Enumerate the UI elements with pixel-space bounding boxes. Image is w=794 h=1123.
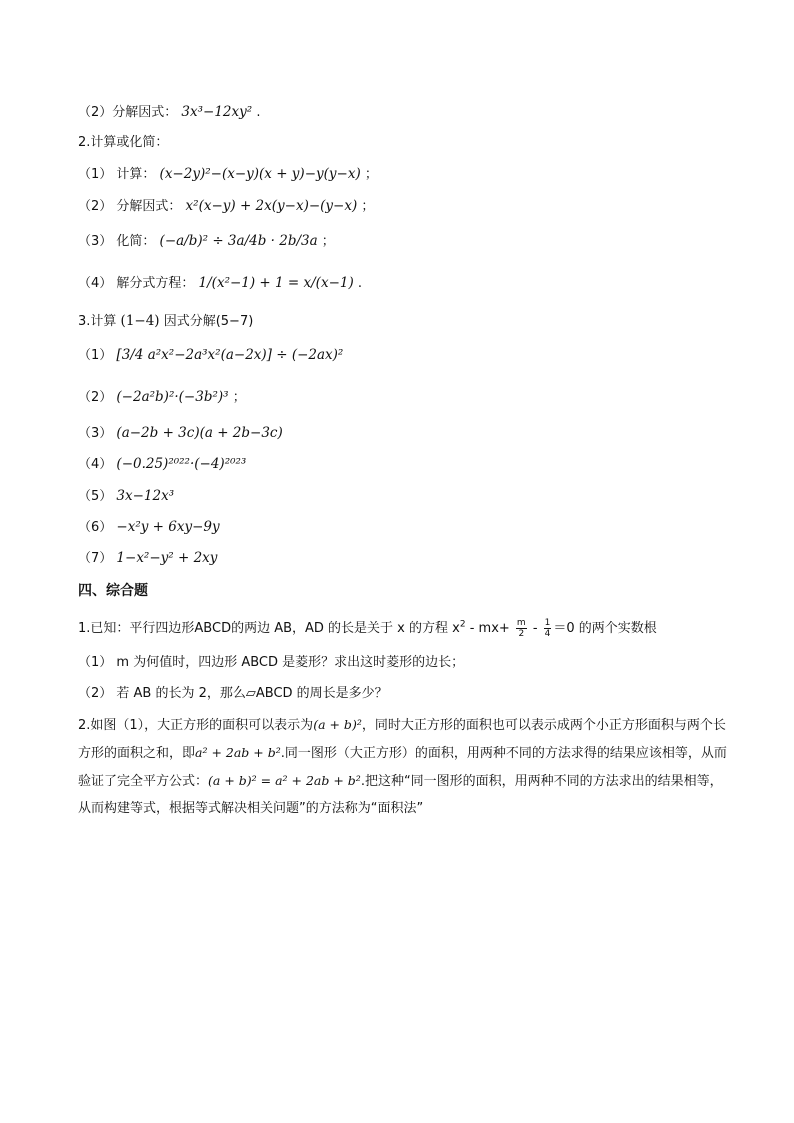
- fraction: [544, 618, 552, 639]
- paragraph-text: .同一图形（大正方形）的面积，用两种不同的方法求得的结果应该相等，从而验证了完全平方公式：: [78, 746, 727, 789]
- problem-label: （1）: [78, 348, 113, 363]
- problem-label: （7）: [78, 551, 113, 566]
- math-expression: 3x−12x³: [116, 488, 175, 504]
- fraction-denominator: 2: [518, 629, 525, 639]
- problem-tail: .: [256, 105, 261, 120]
- problem-line: [78, 347, 343, 365]
- problem-label: （6）: [78, 520, 113, 535]
- problem-label: （4）: [78, 457, 113, 472]
- problem-label: （2）分解因式：: [78, 105, 178, 120]
- stem-text: 1.已知：平行四边形ABCD的两边 AB，AD 的长是关于 x 的方程 x: [78, 621, 460, 636]
- question-1-sub-2: （2） 若 AB 的长为 2，那么▱ABCD 的周长是多少？: [78, 686, 388, 701]
- math-expression: a² + 2ab + b²: [195, 745, 281, 760]
- stem-text: - mx+: [465, 621, 514, 636]
- problem-tail: ；: [361, 199, 375, 214]
- problem-line: [78, 313, 253, 331]
- problem-line: [78, 488, 174, 506]
- fraction-denominator: 4: [544, 629, 551, 639]
- problem-line: [78, 550, 217, 568]
- problem-line: [78, 233, 335, 251]
- paragraph-text: 2.如图（1），大正方形的面积可以表示为: [78, 718, 314, 733]
- paragraph-text: ，同时大正方形的面积也可以表示成两个小正方形面积与两个长方形的面积之和，即: [78, 718, 726, 761]
- problem-label: （2）: [78, 390, 117, 405]
- math-expression: (a + b)² = a² + 2ab + b²: [208, 773, 361, 788]
- math-expression: 1/(x²−1) + 1 = x/(x−1): [198, 275, 354, 291]
- problem-label: 3.计算: [78, 314, 121, 329]
- problem-line: [78, 456, 246, 474]
- problem-line: [78, 519, 220, 537]
- math-expression: (−2a²b)²·(−3b²)³: [116, 389, 229, 405]
- question-2-paragraph: [78, 711, 728, 822]
- math-expression: 3x³−12xy²: [181, 104, 253, 120]
- problem-label: 2.计算或化简：: [78, 135, 169, 150]
- problem-label: （3）: [78, 426, 113, 441]
- math-expression: (x−2y)²−(x−y)(x + y)−y(y−x): [159, 166, 361, 182]
- section-heading: 四、综合题: [78, 583, 148, 599]
- problem-line: [78, 425, 283, 443]
- problem-label: （2） 分解因式：: [78, 199, 182, 214]
- problem-tail: ；: [232, 390, 246, 405]
- problem-label: （1） 计算：: [78, 167, 156, 182]
- paragraph-text: .把这种“同一图形的面积，用两种不同的方法求出的结果相等，从而构建等式，根据等式解决相关问题”的方法称为“面积法”: [78, 774, 723, 816]
- math-expression: (1−4): [120, 313, 160, 329]
- problem-line: [78, 135, 168, 152]
- math-expression: 1−x²−y² + 2xy: [116, 550, 218, 566]
- problem-tail: ；: [364, 167, 378, 182]
- problem-label: （3） 化简：: [78, 234, 156, 249]
- problem-tail: 因式分解(5−7): [163, 314, 254, 329]
- problem-line: [78, 198, 374, 216]
- fraction-numerator: m: [516, 618, 526, 628]
- stem-text: ＝0 的两个实数根: [553, 621, 657, 636]
- question-1-stem: [78, 618, 657, 639]
- math-expression: (−0.25)²⁰²²·(−4)²⁰²³: [116, 456, 247, 472]
- problem-tail: ；: [321, 234, 335, 249]
- math-expression: (−a/b)² ÷ 3a/4b · 2b/3a: [159, 233, 318, 249]
- math-expression: x²(x−y) + 2x(y−x)−(y−x): [185, 198, 358, 214]
- exponent: 2: [459, 619, 466, 630]
- problem-line: [78, 104, 260, 122]
- problem-line: [78, 166, 378, 184]
- math-expression: (a + b)²: [313, 717, 362, 732]
- fraction: [516, 618, 527, 639]
- math-expression: (a−2b + 3c)(a + 2b−3c): [116, 425, 283, 441]
- question-1-sub-1: （1） m 为何值时，四边形 ABCD 是菱形？求出这时菱形的边长；: [78, 655, 465, 670]
- problem-line: [78, 275, 362, 293]
- problem-label: （5）: [78, 489, 113, 504]
- problem-tail: .: [357, 276, 363, 291]
- stem-text: -: [528, 621, 542, 636]
- problem-line: [78, 389, 246, 407]
- math-expression: [3/4 a²x²−2a³x²(a−2x)] ÷ (−2ax)²: [116, 347, 344, 363]
- fraction-numerator: 1: [544, 618, 551, 628]
- problem-label: （4） 解分式方程：: [78, 276, 195, 291]
- math-expression: −x²y + 6xy−9y: [116, 519, 220, 535]
